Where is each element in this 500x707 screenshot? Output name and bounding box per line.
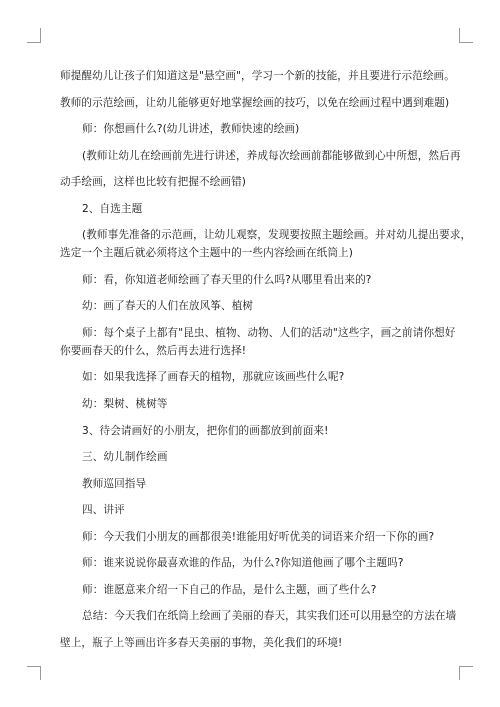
section-heading: 四、讲评	[82, 504, 125, 516]
crop-mark-bottom-left-v	[40, 666, 41, 680]
text-line: 3、待会请画好的小朋友，把你们的画都放到前面来!	[82, 425, 329, 437]
crop-mark-top-right-v	[459, 28, 460, 42]
text-line: 幼：梨树、桃树等	[82, 398, 168, 410]
text-line: (教师事先准备的示范画，让幼儿观察，发现要按照主题绘画。并对幼儿提出要求，	[82, 229, 472, 241]
crop-mark-top-right-h	[459, 42, 473, 43]
text-line: 如：如果我选择了画春天的植物，那就应该画些什么呢?	[82, 371, 345, 383]
text-line: 师：今天我们小朋友的画都很美!谁能用好听优美的词语来介绍一下你的画?	[82, 531, 435, 543]
section-heading: 三、幼儿制作绘画	[82, 451, 168, 463]
crop-mark-top-left-h	[27, 42, 41, 43]
text-line: 选定一个主题后就必须将这个主题中的一些内容绘画在纸筒上)	[60, 247, 353, 259]
text-line: 师提醒幼儿让孩子们知道这是"悬空画"，学习一个新的技能，并且要进行示范绘画。	[60, 70, 455, 82]
text-line: 总结：今天我们在纸筒上绘画了美丽的春天，其实我们还可以用悬空的方法在墙	[82, 610, 457, 622]
text-line: 壁上，瓶子上等画出许多春天美丽的事物，美化我们的环境!	[60, 637, 343, 649]
crop-mark-bottom-right-h	[459, 666, 473, 667]
text-line: 教师的示范绘画，让幼儿能够更好地掌握绘画的技巧，以免在绘画过程中遇到难题)	[60, 97, 450, 109]
text-line: 师：谁来说说你最喜欢谁的作品，为什么?你知道他画了哪个主题吗?	[82, 557, 404, 569]
section-heading: 2、自选主题	[82, 203, 143, 215]
text-line: 师：你想画什么?(幼儿讲述，教师快速的绘画)	[82, 123, 300, 135]
text-line: 教师巡回指导	[82, 478, 147, 490]
text-line: (教师让幼儿在绘画前先进行讲述，养成每次绘画前都能够做到心中所想，然后再	[82, 150, 461, 162]
text-line: 动手绘画，这样也比较有把握不绘画错)	[60, 176, 247, 188]
text-line: 你要画春天的什么，然后再去进行选择!	[60, 345, 247, 357]
crop-mark-bottom-right-v	[459, 666, 460, 680]
crop-mark-top-left-v	[40, 28, 41, 42]
text-line: 幼：画了春天的人们在放风筝、植树	[82, 300, 254, 312]
text-line: 师：每个桌子上都有"昆虫、植物、动物、人们的活动"这些字，画之前请你想好	[82, 327, 456, 339]
text-line: 师：谁愿意来介绍一下自己的作品，是什么主题，画了些什么?	[82, 584, 377, 596]
crop-mark-bottom-left-h	[27, 666, 41, 667]
text-line: 师：看，你知道老师绘画了春天里的什么吗?从哪里看出来的?	[82, 274, 372, 286]
